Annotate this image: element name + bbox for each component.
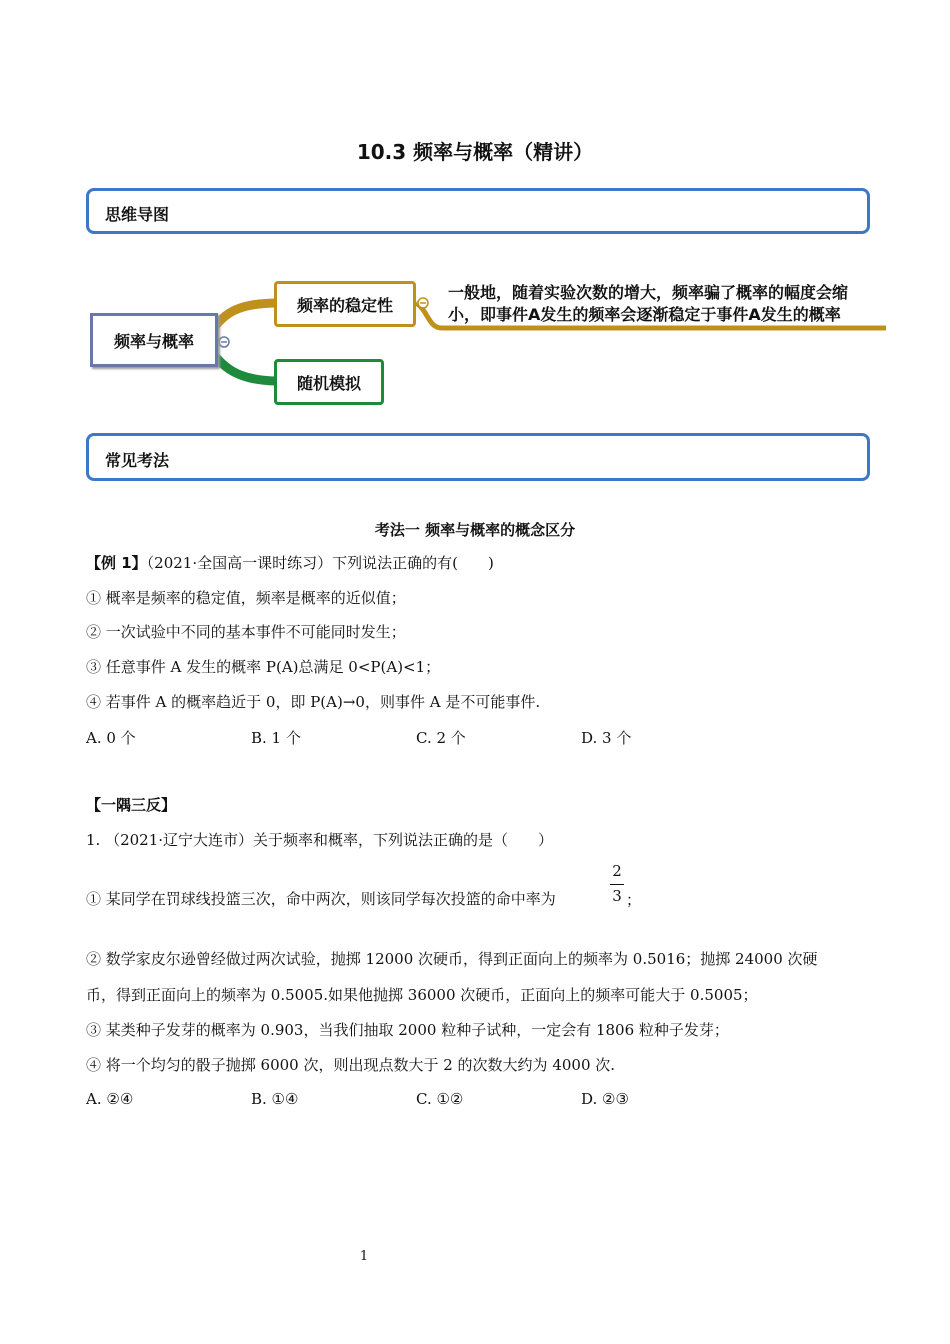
q1-item1-end: ； <box>626 891 642 909</box>
q1-item1-text: ① 某同学在罚球线投篮三次，命中两次，则该同学每次投篮的命中率为 <box>86 890 556 908</box>
example1-option-a: A. 0 个 <box>86 729 136 747</box>
example1-option-c: C. 2 个 <box>416 729 466 747</box>
q1-option-c: C. ①② <box>416 1090 464 1108</box>
practice-q1-stem: 1. （2021·辽宁大连市）关于频率和概率，下列说法正确的是（ ） <box>86 831 554 849</box>
mindmap-branch-simulation: 随机模拟 <box>274 359 384 405</box>
q1-option-d: D. ②③ <box>581 1090 629 1108</box>
method1-title: 考法一 频率与概率的概念区分 <box>374 521 576 539</box>
page-title: 10.3 频率与概率（精讲） <box>356 140 594 164</box>
fraction-denominator: 3 <box>612 887 622 905</box>
example1-item-1: ① 概率是频率的稳定值，频率是概率的近似值； <box>86 589 406 607</box>
fraction-numerator: 2 <box>612 862 622 880</box>
example1-item-2: ② 一次试验中不同的基本事件不可能同时发生； <box>86 623 406 641</box>
q1-option-b: B. ①④ <box>251 1090 299 1108</box>
example1-stem-line <box>86 553 494 573</box>
fraction-bar <box>610 884 624 885</box>
mindmap-section-label: 思维导图 <box>105 205 170 224</box>
desc-line-1: 一般地，随着实验次数的增大，频率骗了概率的幅度会缩 <box>448 283 849 302</box>
practice-q1-item-3: ③ 某类种子发芽的概率为 0.903，当我们抽取 2000 粒种子试种，一定会有 1806 粒种子发芽； <box>86 1021 729 1039</box>
mindmap-branch-stability: 频率的稳定性 <box>274 281 416 327</box>
q1-option-a: A. ②④ <box>86 1090 134 1108</box>
practice-q1-item-2-line-2: 币，得到正面向上的频率为 0.5005.如果他抛掷 36000 次硬币，正面向上的频率可能大于 0.5005； <box>86 986 758 1004</box>
mindmap-root-node: 频率与概率 <box>90 313 218 367</box>
page-number: 1 <box>359 1249 369 1264</box>
mindmap-section-header <box>86 188 870 234</box>
practice-q1-item-2-line-1: ② 数学家皮尔逊曾经做过两次试验，抛掷 12000 次硬币，得到正面向上的频率为 0.5016；抛掷 24000 次硬 <box>86 950 818 968</box>
methods-section-label: 常见考法 <box>105 451 170 470</box>
example1-stem: （2021·全国高一课时练习）下列说法正确的有( ) <box>146 554 494 572</box>
desc-line-2: 小，即事件A发生的频率会逐渐稳定于事件A发生的概率 <box>448 305 841 324</box>
methods-section-header <box>86 433 870 481</box>
example1-option-b: B. 1 个 <box>251 729 301 747</box>
example1-label: 【例 1】 <box>86 554 147 572</box>
mindmap-branch-description <box>448 282 888 326</box>
example1-option-d: D. 3 个 <box>581 729 632 747</box>
practice-label: 【一隅三反】 <box>86 796 177 814</box>
example1-item-4: ④ 若事件 A 的概率趋近于 0，即 P(A)→0，则事件 A 是不可能事件. <box>86 693 541 711</box>
practice-q1-item-4: ④ 将一个均匀的骰子抛掷 6000 次，则出现点数大于 2 的次数大约为 4000 次. <box>86 1056 616 1074</box>
example1-item-3: ③ 任意事件 A 发生的概率 P(A)总满足 0<P(A)<1； <box>86 658 441 676</box>
practice-q1-item-1 <box>86 889 556 909</box>
